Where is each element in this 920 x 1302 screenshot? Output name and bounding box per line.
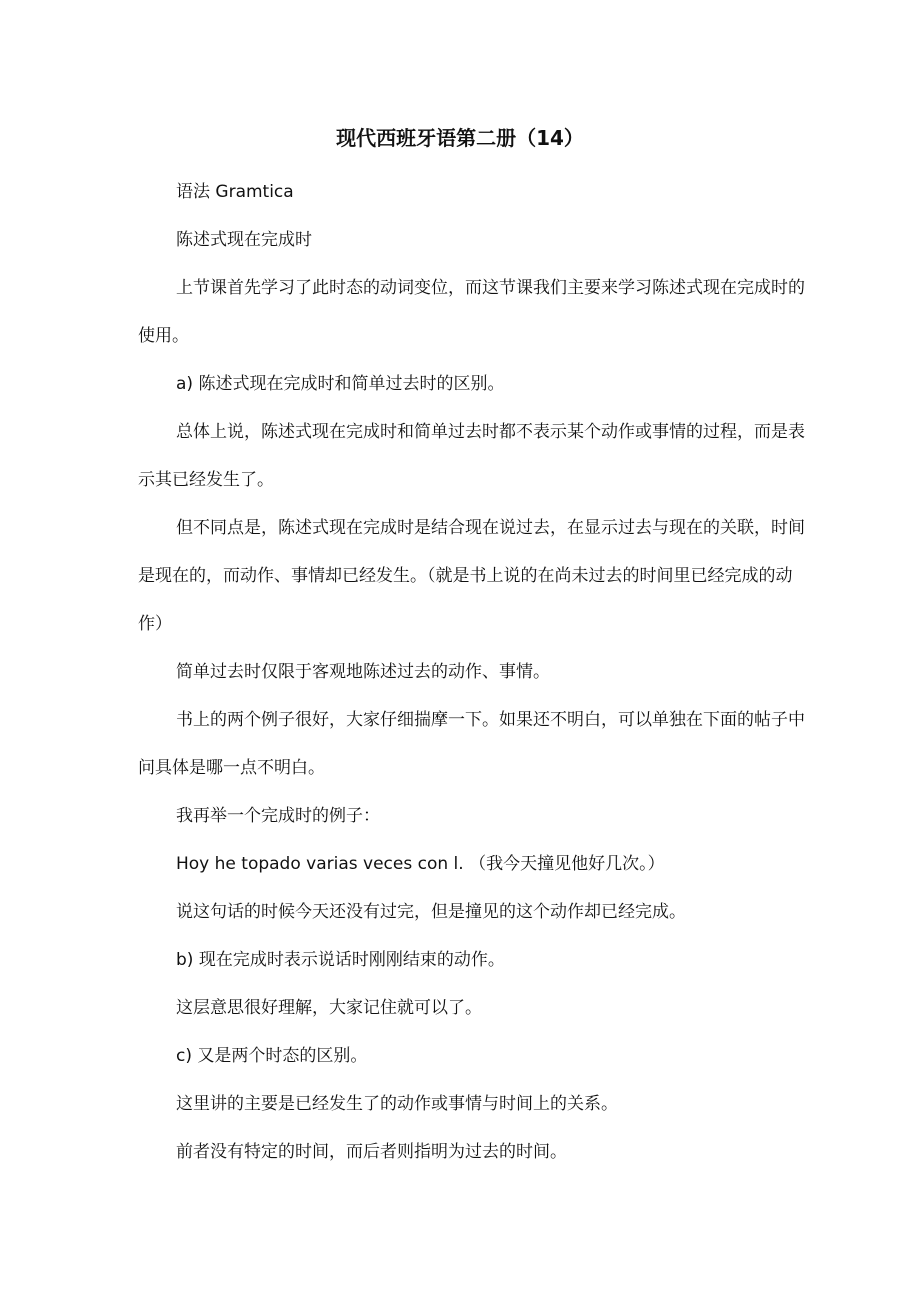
paragraph-difference: 但不同点是，陈述式现在完成时是结合现在说过去，在显示过去与现在的关联，时间是现在的，而动作、事情却已经发生。（就是书上说的在尚未过去的时间里已经完成的动作） bbox=[138, 518, 805, 634]
document-title: 现代西班牙语第二册（14） bbox=[336, 126, 584, 150]
paragraph-overview: 总体上说，陈述式现在完成时和简单过去时都不表示某个动作或事情的过程，而是表示其已经发生了。 bbox=[138, 422, 805, 490]
paragraph-point-b: b) 现在完成时表示说话时刚刚结束的动作。 bbox=[176, 950, 505, 970]
paragraph-point-a: a) 陈述式现在完成时和简单过去时的区别。 bbox=[176, 374, 505, 394]
paragraph-simple-past: 简单过去时仅限于客观地陈述过去的动作、事情。 bbox=[176, 662, 550, 682]
paragraph-examples: 书上的两个例子很好，大家仔细揣摩一下。如果还不明白，可以单独在下面的帖子中问具体是哪一点不明白。 bbox=[138, 710, 805, 778]
document-body bbox=[138, 168, 806, 1176]
paragraph-conclusion: 前者没有特定的时间，而后者则指明为过去的时间。 bbox=[176, 1142, 567, 1162]
paragraph-example-explanation: 说这句话的时候今天还没有过完，但是撞见的这个动作却已经完成。 bbox=[176, 902, 686, 922]
paragraph-point-b-note: 这层意思很好理解，大家记住就可以了。 bbox=[176, 998, 482, 1018]
paragraph-topic: 陈述式现在完成时 bbox=[176, 230, 312, 250]
paragraph-grammar-heading: 语法 Gramtica bbox=[176, 182, 294, 202]
paragraph-example-intro: 我再举一个完成时的例子： bbox=[176, 806, 380, 826]
paragraph-relation: 这里讲的主要是已经发生了的动作或事情与时间上的关系。 bbox=[176, 1094, 618, 1114]
paragraph-point-c: c) 又是两个时态的区别。 bbox=[176, 1046, 368, 1066]
paragraph-intro: 上节课首先学习了此时态的动词变位，而这节课我们主要来学习陈述式现在完成时的使用。 bbox=[138, 278, 805, 346]
paragraph-example-sentence: Hoy he topado varias veces con l. （我今天撞见他好几次。） bbox=[176, 854, 665, 874]
